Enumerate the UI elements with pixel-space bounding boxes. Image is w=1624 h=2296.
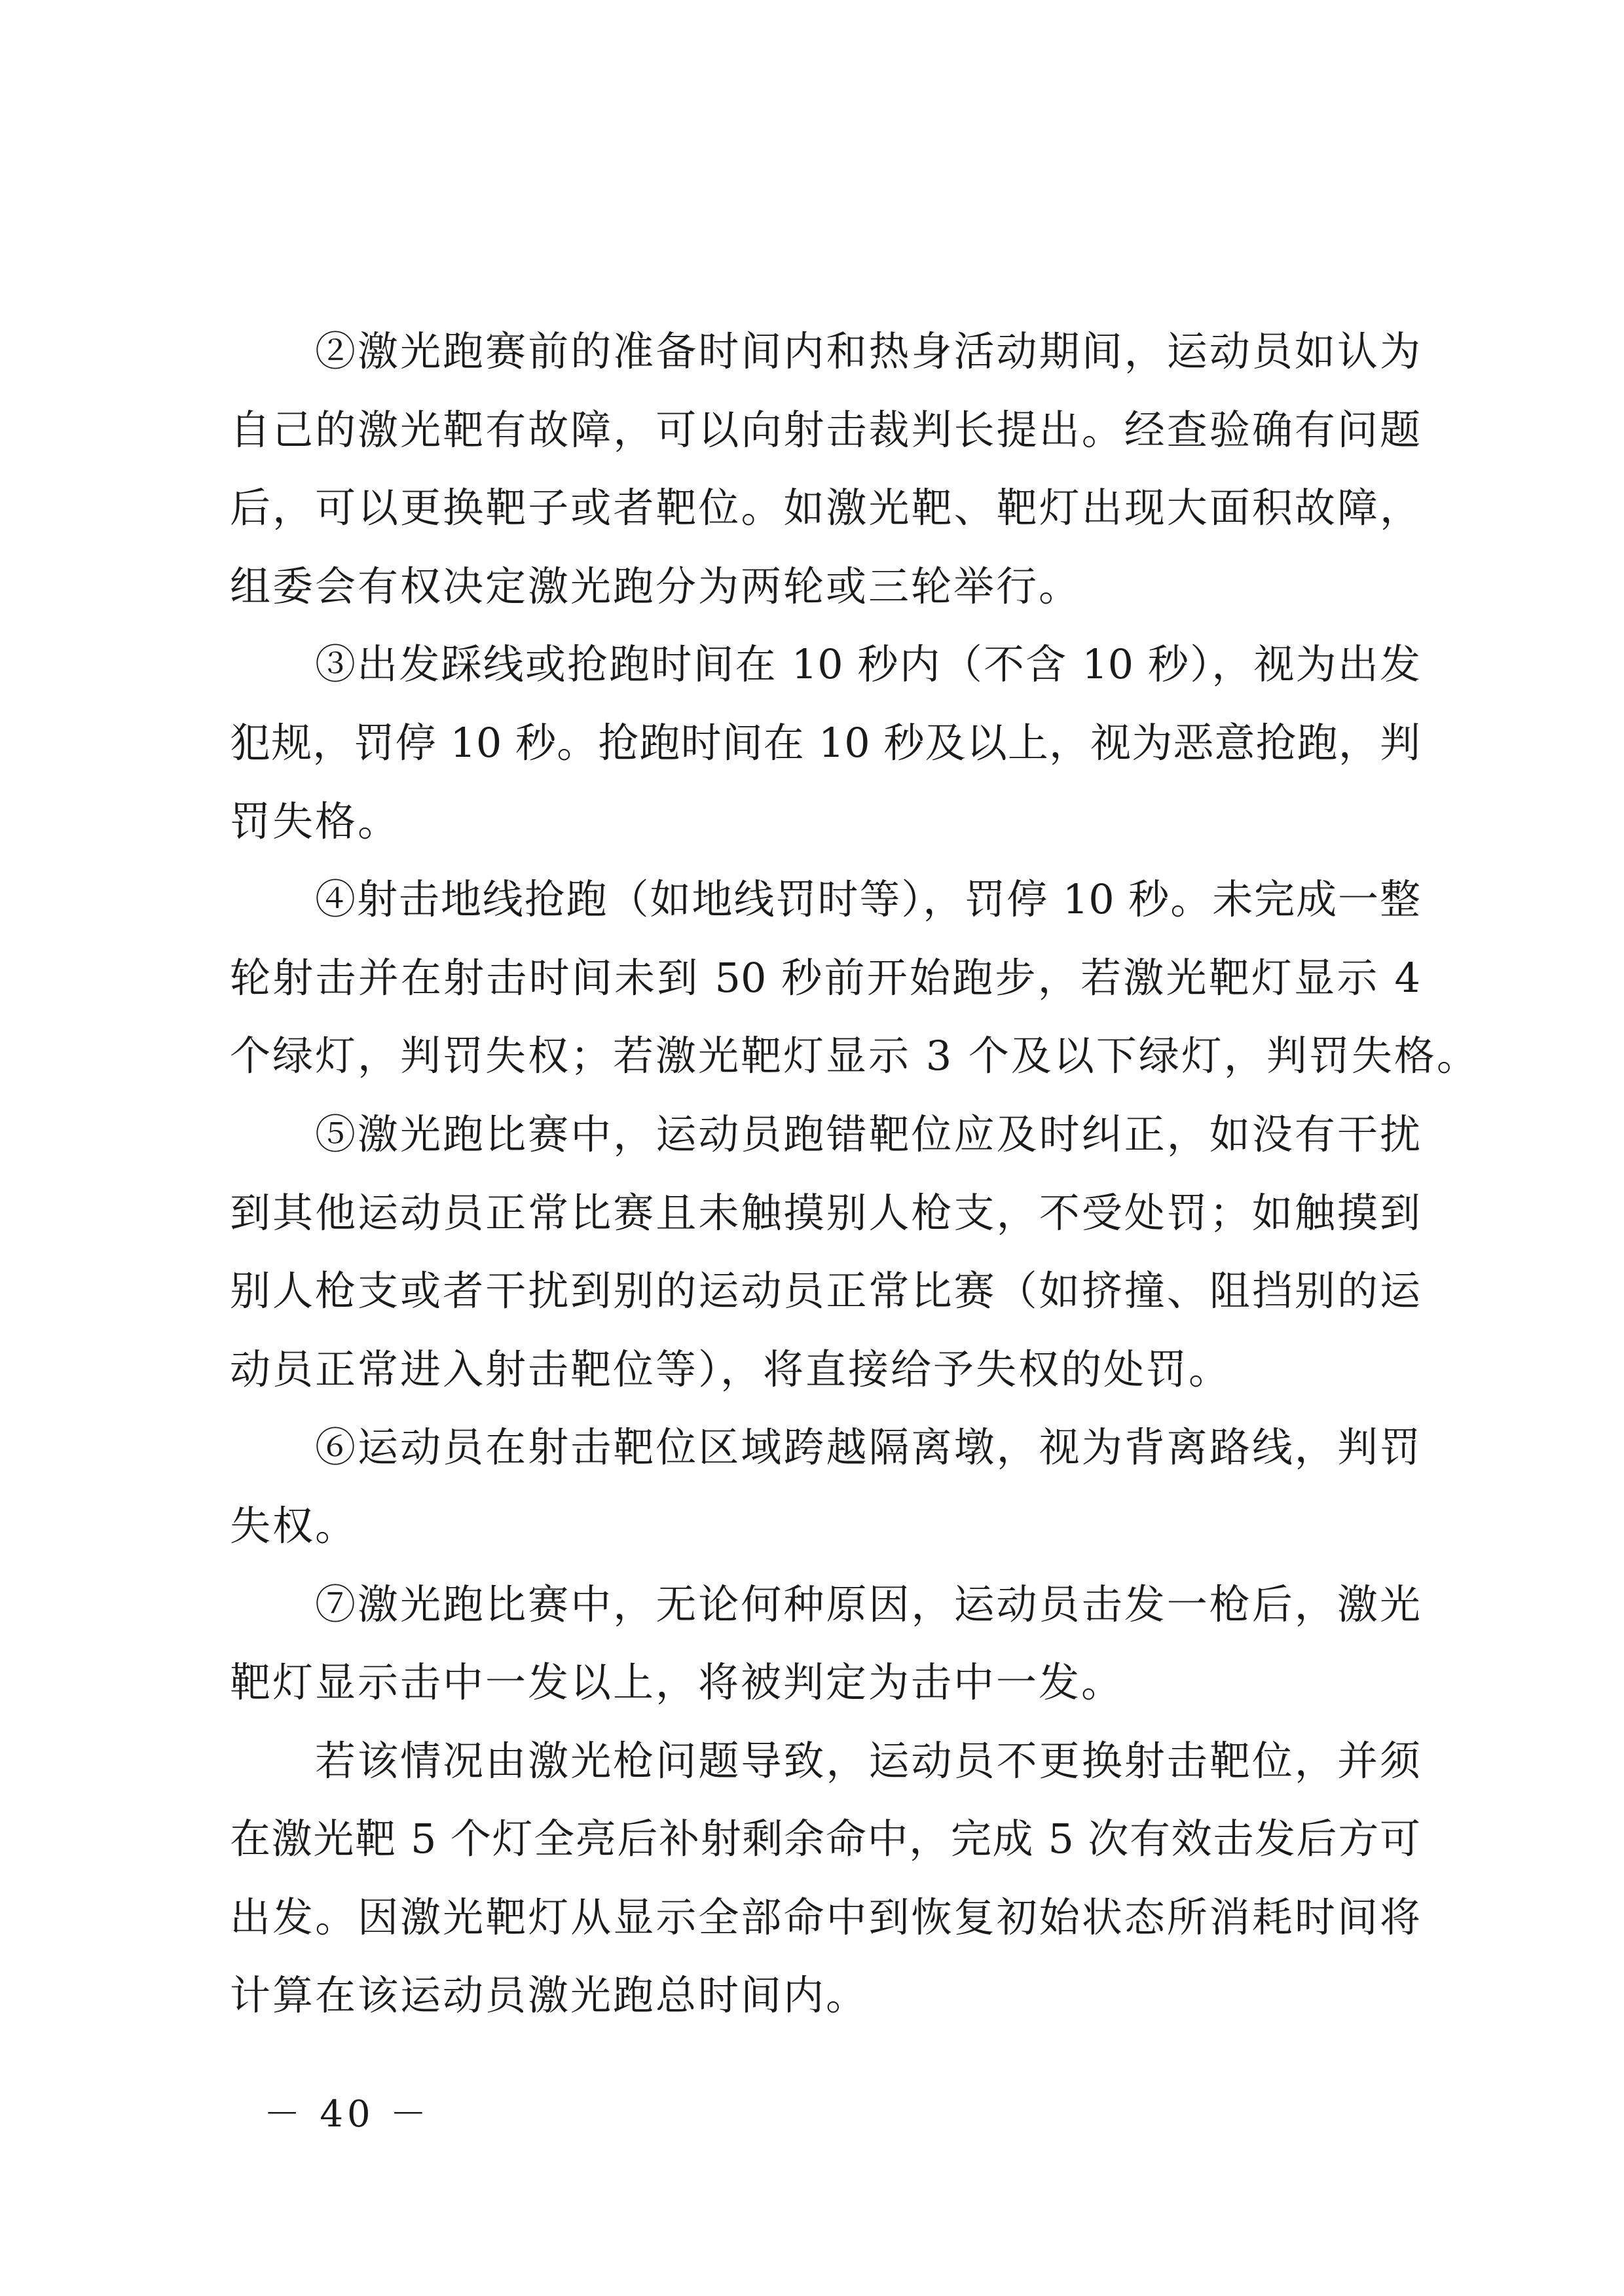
- text-line: 失权。: [230, 1501, 358, 1550]
- paragraph: [230, 312, 1420, 625]
- text-line: 组委会有权决定激光跑分为两轮或三轮举行。: [230, 562, 1082, 610]
- text-line: 到其他运动员正常比赛且未触摸别人枪支，不受处罚；如触摸到: [230, 1188, 1420, 1237]
- text-line: ⑦激光跑比赛中，无论何种原因，运动员击发一枪后，激光: [315, 1580, 1420, 1628]
- paragraph: [230, 1565, 1420, 1722]
- paragraph: [230, 1408, 1420, 1565]
- text-line: 动员正常进入射击靶位等），将直接给予失权的处罚。: [230, 1345, 1232, 1393]
- text-line: ③出发踩线或抢跑时间在 10 秒内（不含 10 秒），视为出发: [315, 640, 1420, 689]
- page-number: － 40 －: [263, 2093, 431, 2136]
- paragraph: [230, 860, 1479, 1095]
- paragraph: [230, 625, 1420, 860]
- text-line: 别人枪支或者干扰到别的运动员正常比赛（如挤撞、阻挡别的运: [230, 1267, 1420, 1315]
- text-line: 犯规，罚停 10 秒。抢跑时间在 10 秒及以上，视为恶意抢跑，判: [230, 718, 1420, 767]
- text-line: ④射击地线抢跑（如地线罚时等），罚停 10 秒。未完成一整: [315, 875, 1420, 924]
- text-line: 罚失格。: [230, 797, 401, 845]
- text-line: 出发。因激光靶灯从显示全部命中到恢复初始状态所消耗时间将: [230, 1893, 1420, 1941]
- text-line: 若该情况由激光枪问题导致，运动员不更换射击靶位，并须: [315, 1736, 1420, 1785]
- text-line: 个绿灯，判罚失权；若激光靶灯显示 3 个及以下绿灯，判罚失格。: [230, 1032, 1479, 1080]
- text-line: 后，可以更换靶子或者靶位。如激光靶、靶灯出现大面积故障，: [230, 484, 1420, 532]
- text-line: 自己的激光靶有故障，可以向射击裁判长提出。经查验确有问题: [230, 405, 1420, 454]
- text-line: 在激光靶 5 个灯全亮后补射剩余命中，完成 5 次有效击发后方可: [230, 1815, 1420, 1863]
- paragraph: [230, 1722, 1420, 2035]
- text-line: ⑥运动员在射击靶位区域跨越隔离墩，视为背离路线，判罚: [315, 1423, 1420, 1472]
- text-line: ②激光跑赛前的准备时间内和热身活动期间，运动员如认为: [315, 327, 1420, 375]
- paragraph: [230, 1095, 1420, 1408]
- text-line: 靶灯显示击中一发以上，将被判定为击中一发。: [230, 1658, 1124, 1707]
- document-body: [230, 312, 1479, 2035]
- text-line: 计算在该运动员激光跑总时间内。: [230, 1971, 869, 2020]
- text-line: 轮射击并在射击时间未到 50 秒前开始跑步，若激光靶灯显示 4: [230, 953, 1420, 1002]
- text-line: ⑤激光跑比赛中，运动员跑错靶位应及时纠正，如没有干扰: [315, 1110, 1420, 1158]
